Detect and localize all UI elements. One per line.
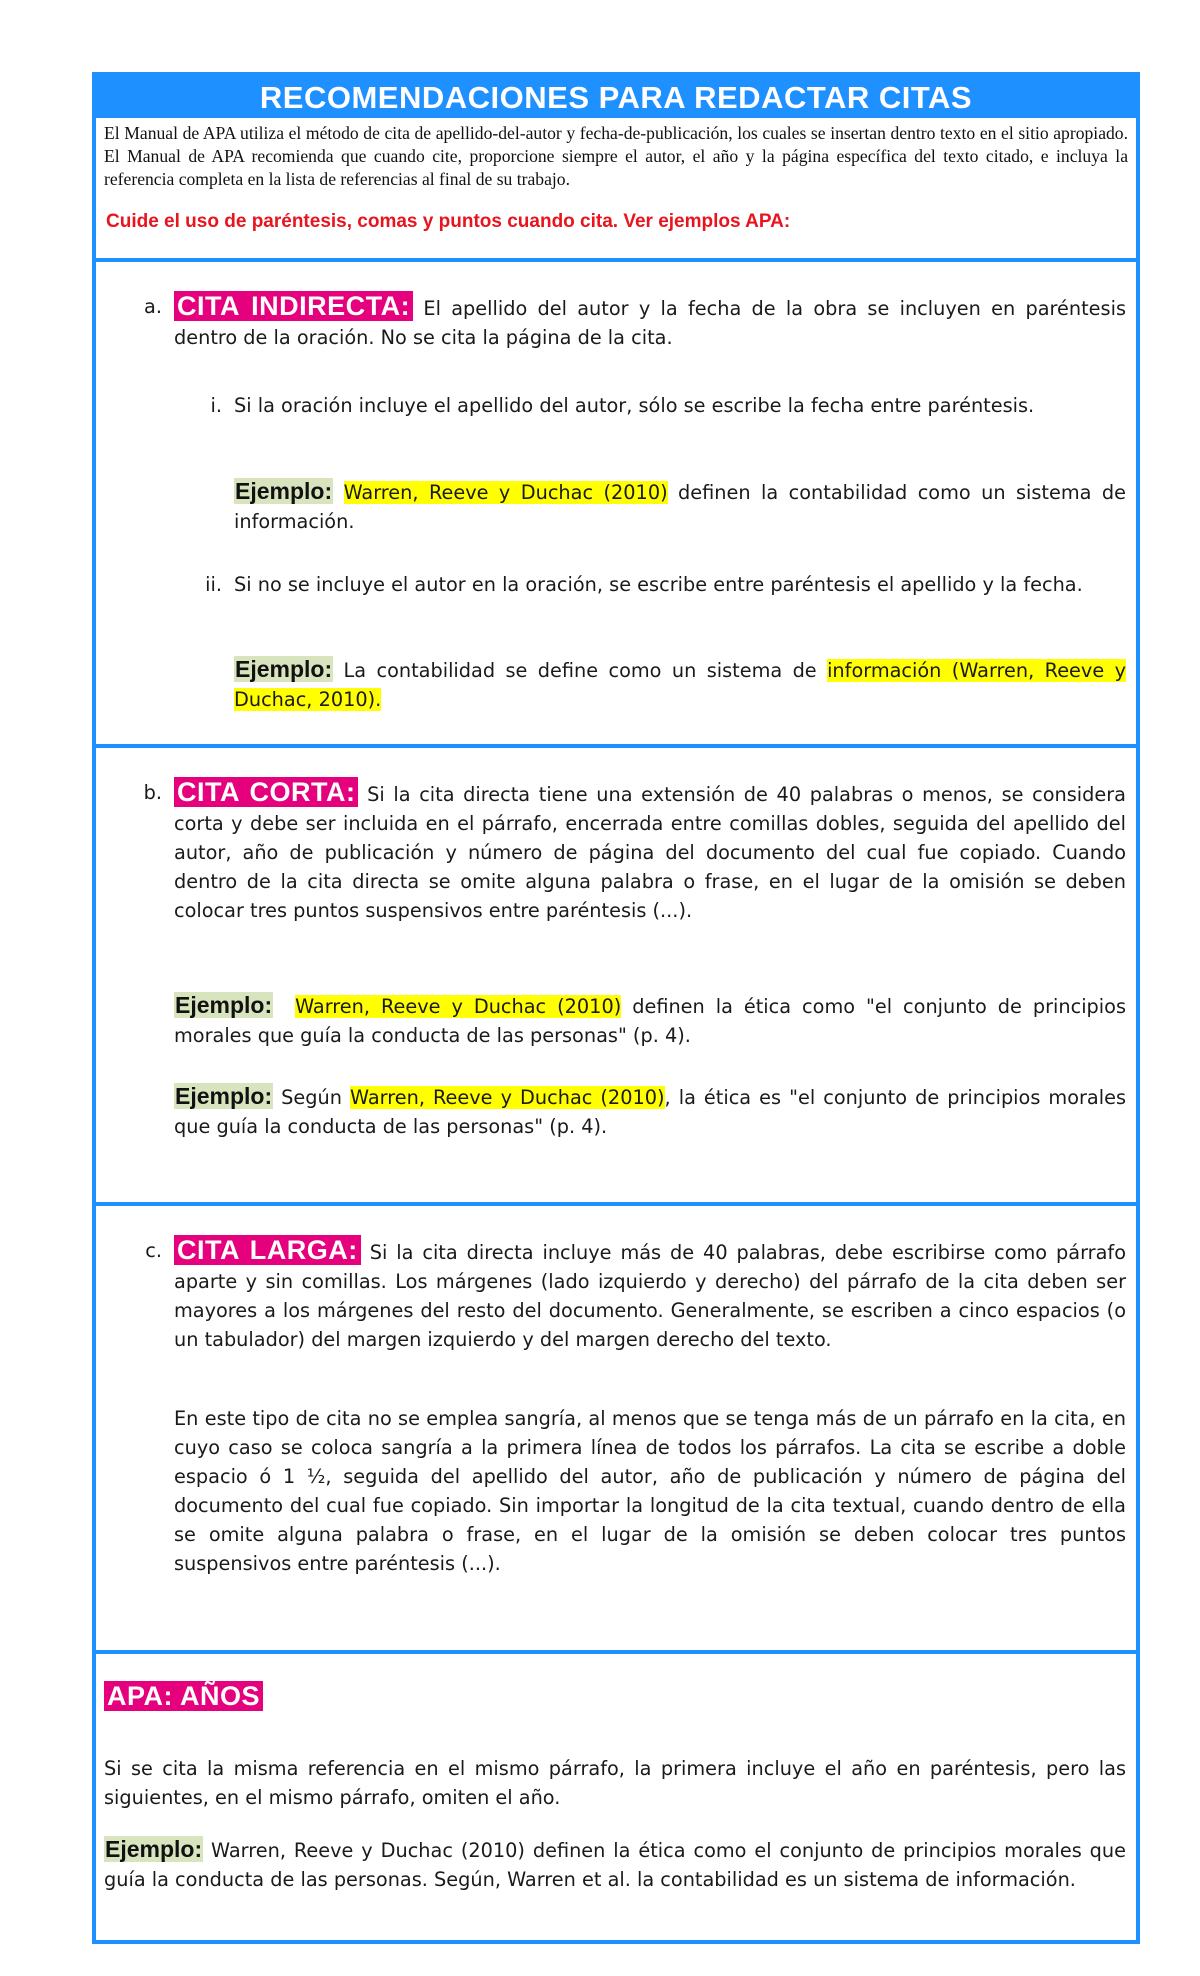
section-a-sub-i	[210, 391, 1126, 420]
section-d-heading	[104, 1682, 263, 1713]
sub-ii-text: Si no se incluye el autor en la oración, se escribe entre paréntesis el apellido y la fecha.	[234, 573, 1083, 596]
sub-ii-example-label: Ejemplo:	[235, 656, 333, 682]
section-b-marker: b.	[143, 781, 162, 804]
sub-i-text: Si la oración incluye el apellido del autor, sólo se escribe la fecha entre paréntesis.	[234, 394, 1035, 417]
section-c-marker: c.	[145, 1239, 162, 1262]
section-d-example-rest: Warren, Reeve y Duchac (2010) definen la ética como el conjunto de principios morales que guía la conducta de las personas. Según, Warren et al. la contabilidad es un sistema de información.	[104, 1839, 1126, 1891]
section-d-example-label: Ejemplo:	[105, 1836, 203, 1862]
section-cita-corta	[96, 748, 1136, 1206]
sub-ii-example-highlight: información (Warren, Reeve y Duchac, 2010).	[234, 659, 1126, 711]
section-c-text: Si la cita directa incluye más de 40 palabras, debe escribirse como párrafo aparte y sin comillas. Los márgenes (lado izquierdo y derecho) del párrafo de la cita deben ser mayores a los márgenes del resto del documento. Generalmente, se escriben a cinco espacios (o un tabulador) del margen izquierdo y del margen derecho del texto.	[174, 1241, 1127, 1351]
intro-paragraph: El Manual de APA utiliza el método de cita de apellido-del-autor y fecha-de-publicación, los cuales se insertan dentro texto en el sitio apropiado. El Manual de APA recomienda que cuando cite, proporcione siempre el autor, el año y la página específica del texto citado, e incluya la referencia completa en la lista de referencias al final de su trabajo.	[104, 123, 1128, 189]
page-title: RECOMENDACIONES PARA REDACTAR CITAS	[96, 76, 1136, 118]
section-b-item	[143, 777, 1126, 925]
document-page	[92, 72, 1140, 1944]
section-d-example	[104, 1835, 1126, 1894]
section-d-paragraph: Si se cita la misma referencia en el mismo párrafo, la primera incluye el año en paréntesis, pero las siguientes, en el mismo párrafo, omiten el año.	[104, 1757, 1126, 1809]
section-apa-anos	[96, 1654, 1136, 1944]
sub-i-example-label: Ejemplo:	[235, 478, 333, 504]
sub-i-marker: i.	[210, 394, 222, 417]
section-b-example-1-label: Ejemplo:	[175, 992, 273, 1018]
sub-i-example-highlight: Warren, Reeve y Duchac (2010)	[343, 481, 668, 504]
section-a-marker: a.	[144, 295, 162, 318]
section-b-label: CITA CORTA:	[174, 777, 358, 807]
warning-text: Cuide el uso de paréntesis, comas y puntos cuando cita. Ver ejemplos APA:	[106, 211, 791, 232]
section-c-item	[145, 1235, 1127, 1354]
section-cita-indirecta	[96, 262, 1136, 748]
section-cita-larga	[96, 1206, 1136, 1654]
sub-ii-example	[234, 655, 1126, 714]
section-b-example-2-label: Ejemplo:	[175, 1083, 273, 1109]
section-a-text: El apellido del autor y la fecha de la obra se incluyen en paréntesis dentro de la oración. No se cita la página de la cita.	[174, 297, 1126, 349]
section-b-example-1	[174, 991, 1126, 1050]
section-b-example-1-rest: definen la ética como "el conjunto de principios morales que guía la conducta de las personas" (p. 4).	[174, 995, 1126, 1047]
section-c-paragraph-2: En este tipo de cita no se emplea sangría, al menos que se tenga más de un párrafo en la cita, en cuyo caso se coloca sangría a la primera línea de todos los párrafos. La cita se escribe a doble espacio ó 1 ½, seguida del apellido del autor, año de publicación y número de página del documento del cual fue copiado. Sin importar la longitud de la cita textual, cuando dentro de ella se omite alguna palabra o frase, en el lugar de la omisión se deben colocar tres puntos suspensivos entre paréntesis (...).	[174, 1407, 1126, 1575]
section-b-example-2-rest: , la ética es "el conjunto de principios morales que guía la conducta de las personas" (p. 4).	[174, 1086, 1127, 1138]
sub-ii-example-pre: La contabilidad se define como un sistema de	[333, 659, 828, 682]
sub-ii-marker: ii.	[205, 573, 222, 596]
section-b-example-2-highlight: Warren, Reeve y Duchac (2010)	[350, 1086, 665, 1109]
section-b-example-2-pre: Según	[273, 1086, 351, 1109]
section-b-text: Si la cita directa tiene una extensión de 40 palabras o menos, se considera corta y debe ser incluida en el párrafo, encerrada entre comillas dobles, seguida del apellido del autor, año de publicación y número de página del documento del cual fue copiado. Cuando dentro de la cita directa se omite alguna palabra o frase, en el lugar de la omisión se deben colocar tres puntos suspensivos entre paréntesis (...).	[174, 783, 1126, 922]
header-box	[96, 72, 1136, 262]
section-d-label: APA: AÑOS	[104, 1681, 263, 1711]
sub-i-example-rest: definen la contabilidad como un sistema de información.	[234, 481, 1126, 533]
sub-i-example	[234, 477, 1126, 536]
section-b-example-2	[174, 1082, 1126, 1141]
section-b-example-1-highlight: Warren, Reeve y Duchac (2010)	[295, 995, 622, 1018]
section-a-label: CITA INDIRECTA:	[174, 291, 413, 321]
section-a-item	[144, 291, 1126, 352]
section-c-label: CITA LARGA:	[174, 1235, 361, 1265]
section-a-sub-ii	[205, 570, 1126, 599]
